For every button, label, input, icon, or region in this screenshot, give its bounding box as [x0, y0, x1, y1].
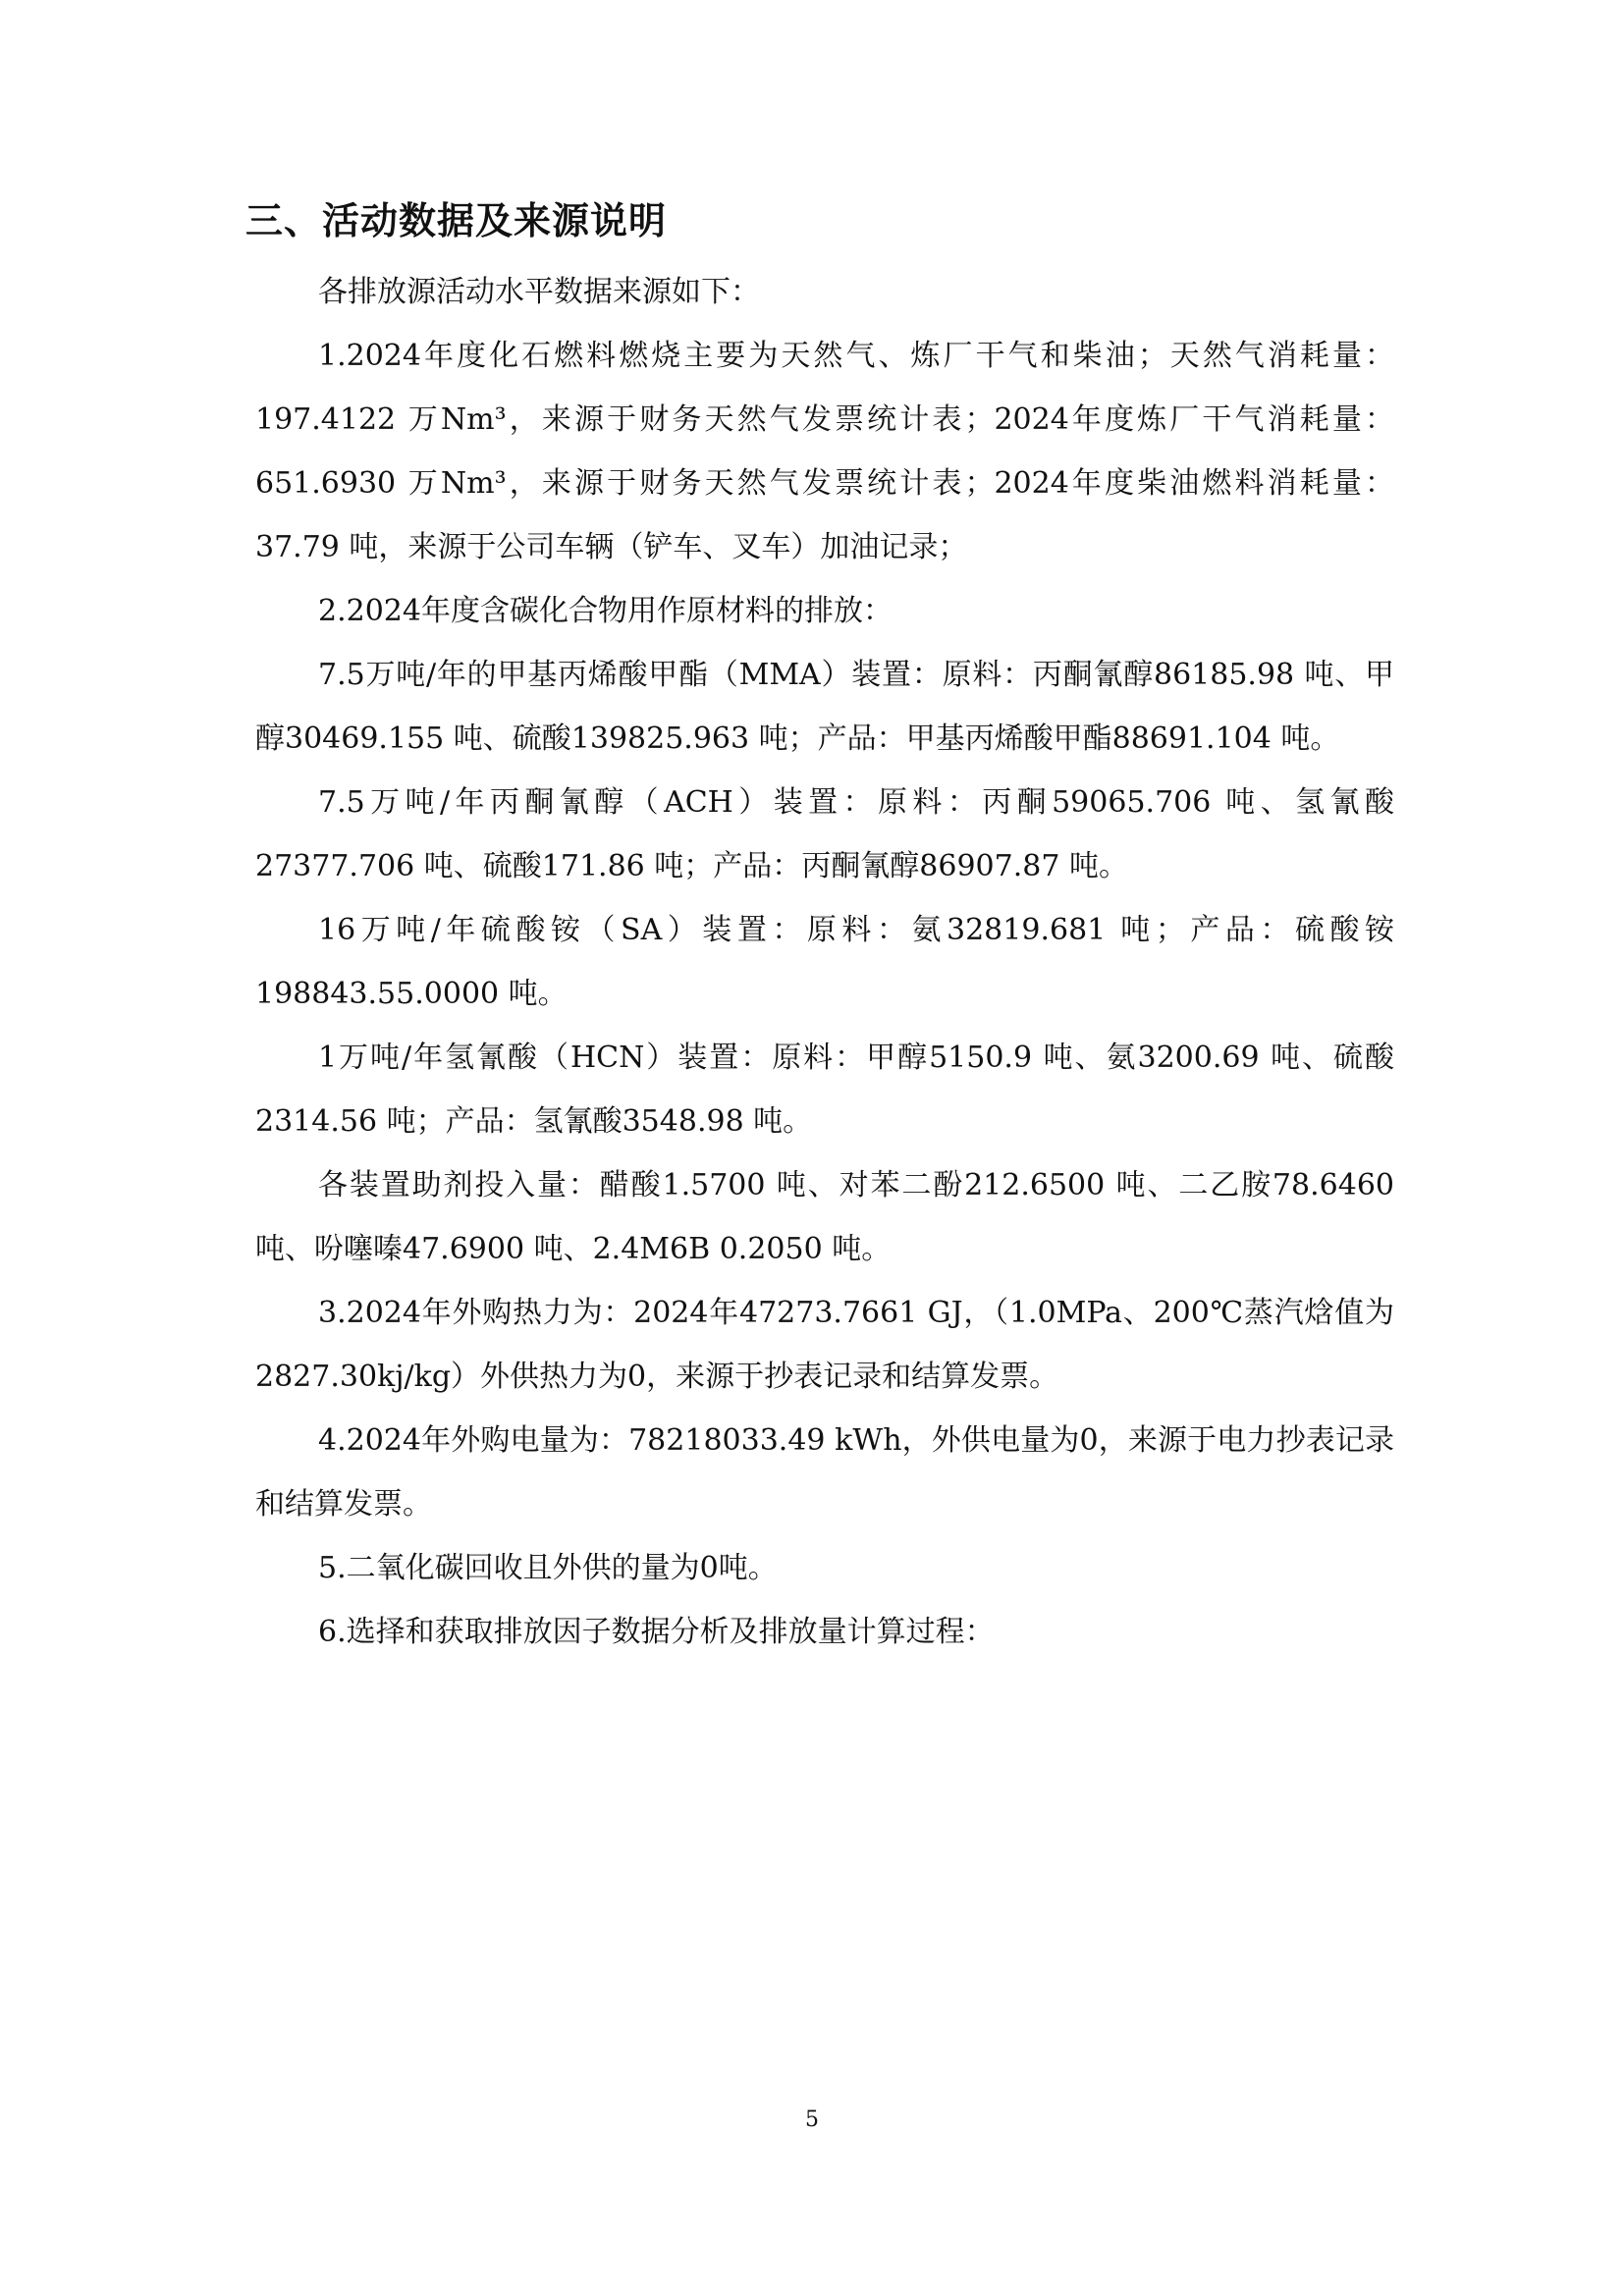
paragraph-mma-unit: 7.5万吨/年的甲基丙烯酸甲酯（MMA）装置：原料：丙酮氰醇86185.98 吨、甲醇30469.155 吨、硫酸139825.963 吨；产品：甲基丙烯酸甲酯88691.104 吨。 — [255, 658, 1394, 756]
paragraph-hcn-unit: 1万吨/年氢氰酸（HCN）装置：原料：甲醇5150.9 吨、氨3200.69 吨、硫酸2314.56 吨；产品：氢氰酸3548.98 吨。 — [255, 1041, 1394, 1139]
paragraph-emission-factors: 6.选择和获取排放因子数据分析及排放量计算过程： — [318, 1615, 995, 1649]
paragraph-purchased-electricity: 4.2024年外购电量为：78218033.49 kWh，外供电量为0，来源于电力抄表记录和结算发票。 — [255, 1423, 1394, 1522]
paragraph-purchased-heat: 3.2024年外购热力为：2024年47273.7661 GJ，（1.0MPa、200℃蒸汽焓值为2827.30kj/kg）外供热力为0，来源于抄表记录和结算发票。 — [255, 1296, 1394, 1394]
page-number: 5 — [805, 2108, 819, 2132]
paragraph-fossil-fuel: 1.2024年度化石燃料燃烧主要为天然气、炼厂干气和柴油；天然气消耗量：197.4122 万Nm³，来源于财务天然气发票统计表；2024年度炼厂干气消耗量：651.6930 万Nm³，来源于财务天然气发票统计表；2024年度柴油燃料消耗量：37.79 吨，来源于公司车辆（铲车、叉车）加油记录； — [255, 339, 1394, 564]
paragraph-intro: 各排放源活动水平数据来源如下： — [318, 275, 760, 309]
paragraph-co2-recovery: 5.二氧化碳回收且外供的量为0吨。 — [318, 1551, 778, 1585]
document-body — [255, 260, 1394, 1664]
paragraph-ach-unit: 7.5万吨/年丙酮氰醇（ACH）装置：原料：丙酮59065.706 吨、氢氰酸27377.706 吨、硫酸171.86 吨；产品：丙酮氰醇86907.87 吨。 — [255, 785, 1394, 883]
section-title: 三、活动数据及来源说明 — [245, 199, 668, 242]
paragraph-raw-material-heading: 2.2024年度含碳化合物用作原材料的排放： — [318, 594, 893, 628]
paragraph-sa-unit: 16万吨/年硫酸铵（SA）装置：原料：氨32819.681 吨；产品：硫酸铵198843.55.0000 吨。 — [255, 913, 1394, 1011]
paragraph-auxiliary-agents: 各装置助剂投入量：醋酸1.5700 吨、对苯二酚212.6500 吨、二乙胺78.6460 吨、吩噻嗪47.6900 吨、2.4M6B 0.2050 吨。 — [255, 1168, 1394, 1266]
